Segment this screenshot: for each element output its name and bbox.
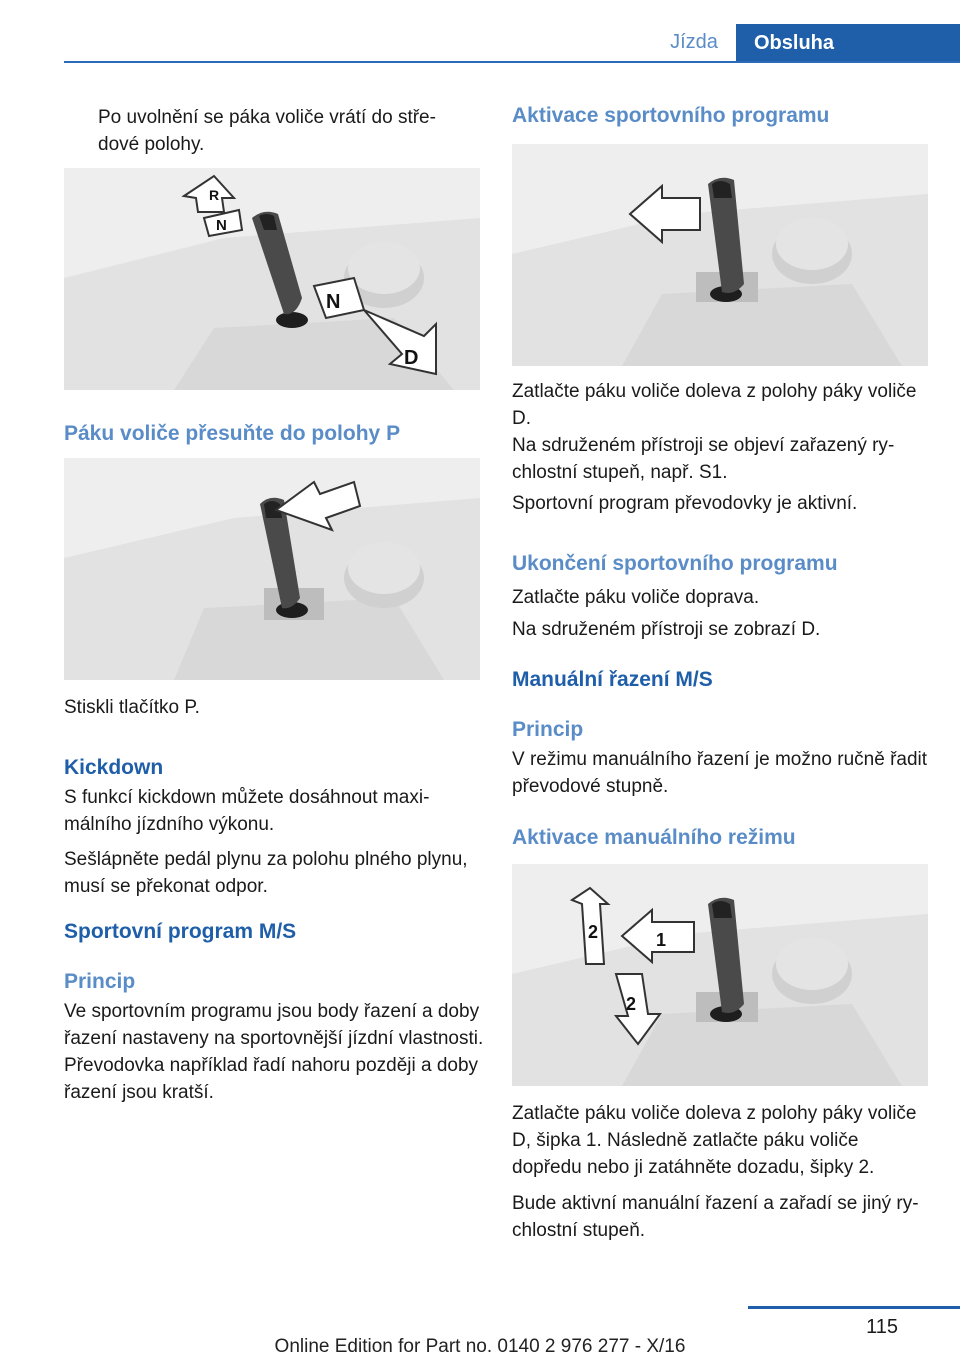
- arrow-label-2-down: 2: [626, 994, 637, 1014]
- activate-manual-text-1: Zatlačte páku voliče doleva z polohy páky voliče D, šipka 1. Následně zatlačte páku voliče dopředu nebo ji zatáhněte dozadu, šipky 2.: [512, 1103, 917, 1178]
- heading-manual-princip: Princip: [512, 718, 584, 741]
- footer-rule: [748, 1306, 960, 1309]
- arrow-label-1: 1: [656, 930, 667, 950]
- activate-sport-text-3: Sportovní program převodovky je aktivní.: [512, 493, 858, 514]
- illustration-selector-return: [64, 168, 480, 390]
- activate-sport-text-1: Zatlačte páku voliče doleva z polohy páky voliče D.: [512, 381, 917, 429]
- heading-princip: Princip: [64, 970, 136, 993]
- heading-activate-manual: Aktivace manuálního režimu: [512, 826, 796, 849]
- heading-sport-program: Sportovní program M/S: [64, 920, 297, 943]
- heading-manual-shifting: Manuální řazení M/S: [512, 668, 713, 691]
- label-n-lower: N: [326, 291, 341, 313]
- activate-sport-text-2: Na sdruženém přístroji se objeví zařazený rychlostní stupeň, např. S1.: [512, 435, 895, 483]
- heading-move-to-p: Páku voliče přesuňte do polohy P: [64, 422, 401, 445]
- section-tab-jizda: Jízda: [670, 31, 718, 53]
- illustration-p-button: [64, 458, 480, 680]
- illustration-activate-manual: [512, 864, 928, 1086]
- princip-text: Ve sportovním programu jsou body řazení a doby řazení nastaveny na sportovnější jízdní vlastnosti. Převodovka například řadí nahoru později a doby řazení jsou kratší.: [64, 1001, 484, 1103]
- label-r: R: [209, 187, 220, 203]
- press-p-text: Stiskli tlačítko P.: [64, 697, 200, 718]
- end-sport-text-2: Na sdruženém přístroji se zobrazí D.: [512, 619, 821, 640]
- heading-activate-sport: Aktivace sportovního programu: [512, 104, 830, 127]
- heading-kickdown: Kickdown: [64, 756, 164, 779]
- kickdown-text-2: Sešlápněte pedál plynu za polohu plného plynu, musí se překonat odpor.: [64, 849, 468, 897]
- heading-end-sport: Ukončení sportovního programu: [512, 552, 838, 575]
- edition-footer: Online Edition for Part no. 0140 2 976 277 - X/16: [274, 1336, 686, 1357]
- illustration-activate-sport: [512, 144, 928, 366]
- end-sport-text-1: Zatlačte páku voliče doprava.: [512, 587, 760, 608]
- label-d: D: [404, 347, 419, 369]
- intro-text: Po uvolnění se páka voliče vrátí do středové polohy.: [98, 107, 436, 155]
- page-number: 115: [866, 1316, 898, 1338]
- kickdown-text-1: S funkcí kickdown můžete dosáhnout maximálního jízdního výkonu.: [64, 787, 430, 835]
- activate-manual-text-2: Bude aktivní manuální řazení a zařadí se jiný rychlostní stupeň.: [512, 1193, 919, 1241]
- section-tab-obsluha: Obsluha: [736, 24, 960, 63]
- manual-princip-text: V režimu manuálního řazení je možno ručně řadit převodové stupně.: [512, 749, 928, 797]
- arrow-label-2-up: 2: [588, 922, 599, 942]
- header-rule: [64, 61, 960, 63]
- label-n-upper: N: [216, 217, 227, 234]
